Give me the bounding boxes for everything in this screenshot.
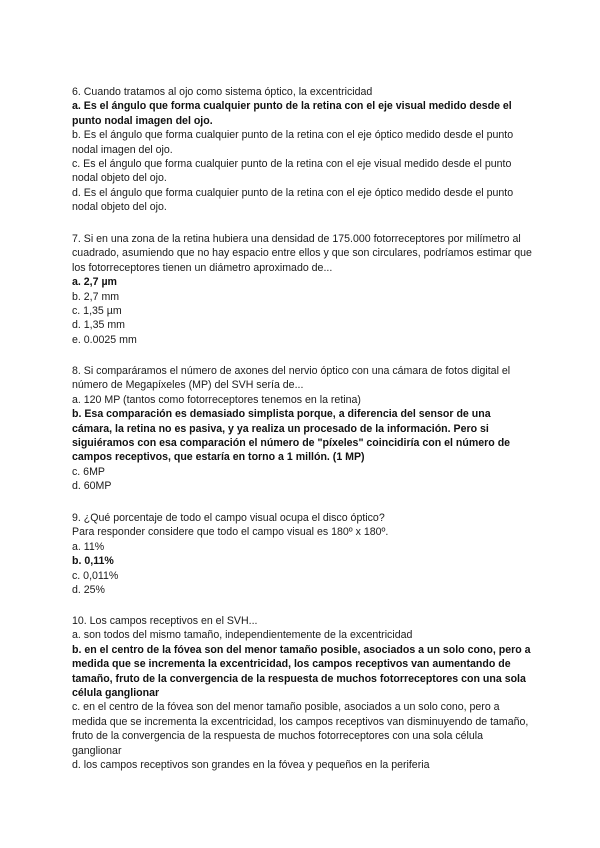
option-b: b. Es el ángulo que forma cualquier punto de la retina con el eje óptico medido desde el punto nodal imagen del ojo. — [72, 129, 514, 156]
option-e: e. 0.0025 mm — [72, 333, 137, 346]
option-a: a. 120 MP (tantos como fotorreceptores tenemos en la retina) — [72, 393, 361, 406]
option-c: c. en el centro de la fóvea son del menor tamaño posible, asociados a un solo cono, pero a medida que se incrementa la excentricidad, los campos receptivos van disminuyendo de tamaño, fruto de la convergencia de la respuesta de muchos fotorreceptores con una sola célula ganglionar — [72, 701, 529, 757]
option-b-correct: b. 0,11% — [72, 555, 114, 568]
option-d: d. los campos receptivos son grandes en la fóvea y pequeños en la periferia — [72, 759, 430, 772]
question-8 — [72, 364, 532, 494]
option-a: a. son todos del mismo tamaño, independientemente de la excentricidad — [72, 629, 413, 642]
option-d: d. 25% — [72, 584, 105, 597]
option-a: a. 11% — [72, 540, 105, 553]
option-a-correct: a. 2,7 µm — [72, 276, 117, 289]
option-c: c. 6MP — [72, 465, 105, 478]
question-9 — [72, 511, 532, 597]
question-prompt: 6. Cuando tratamos al ojo como sistema óptico, la excentricidad — [72, 86, 373, 98]
option-b-correct: b. en el centro de la fóvea son del menor tamaño posible, asociados a un solo cono, pero a medida que se incrementa la excentricidad, los campos receptivos van aumentando de tamaño, fruto de la convergencia de la respuesta de muchos fotorreceptores con una sola célula ganglionar — [72, 643, 531, 700]
option-c: c. 0,011% — [72, 569, 119, 582]
question-6 — [72, 85, 532, 215]
question-prompt: 9. ¿Qué porcentaje de todo el campo visual ocupa el disco óptico? — [72, 512, 385, 524]
question-prompt: 7. Si en una zona de la retina hubiera una densidad de 175.000 fotorreceptores por milímetro al cuadrado, asumiendo que no hay espacio entre ellos y que son circulares, podríamos estimar que los fotorreceptores tienen un diámetro aproximado de... — [72, 233, 532, 274]
option-c: c. Es el ángulo que forma cualquier punto de la retina con el eje visual medido desde el punto nodal objeto del ojo. — [72, 158, 512, 185]
question-7 — [72, 232, 532, 347]
question-prompt: 8. Si comparáramos el número de axones del nervio óptico con una cámara de fotos digital el número de Megapíxeles (MP) del SVH sería de... — [72, 365, 511, 392]
question-note: Para responder considere que todo el campo visual es 180º x 180º. — [72, 526, 389, 539]
option-d: d. 1,35 mm — [72, 319, 125, 332]
option-a-correct: a. Es el ángulo que forma cualquier punto de la retina con el eje visual medido desde el punto nodal imagen del ojo. — [72, 100, 512, 127]
option-c: c. 1,35 µm — [72, 305, 122, 318]
question-10 — [72, 614, 532, 772]
question-prompt: 10. Los campos receptivos en el SVH... — [72, 615, 258, 627]
option-d: d. Es el ángulo que forma cualquier punto de la retina con el eje óptico medido desde el punto nodal objeto del ojo. — [72, 186, 514, 214]
option-b-correct: b. Esa comparación es demasiado simplista porque, a diferencia del sensor de una cámara, la retina no es pasiva, y ya realiza un procesado de la información. Pero si siguiéramos con esa comparación el número de "píxeles" coincidiría con el número de campos receptivos, que estaría en torno a 1 millón. (1 MP) — [72, 408, 511, 464]
option-b: b. 2,7 mm — [72, 290, 120, 303]
option-d: d. 60MP — [72, 480, 112, 493]
